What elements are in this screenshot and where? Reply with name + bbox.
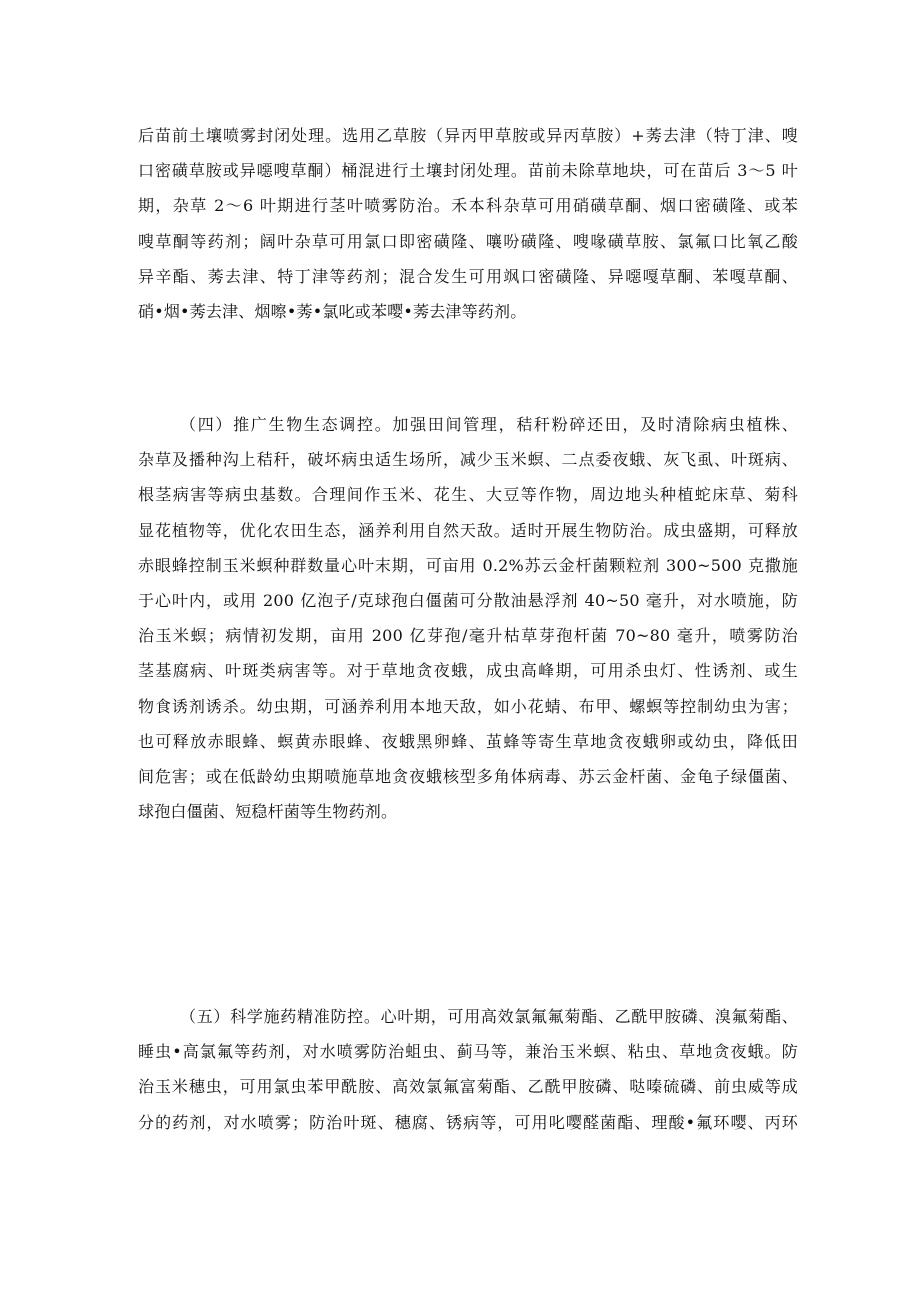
text-line: 根茎病害等病虫基数。合理间作玉米、花生、大豆等作物，周边地头种植蛇床草、菊科 (138, 485, 798, 505)
text-line: 物食诱剂诱杀。幼虫期，可涵养利用本地天敌，如小花蜻、布甲、螺螟等控制幼虫为害； (138, 696, 798, 716)
text-line: 硝•烟•莠去津、烟嚓•莠•氯叱或苯嘤•莠去津等药剂。 (138, 301, 527, 321)
text-line: 治玉米穗虫，可用氯虫苯甲酰胺、高效氯氟富菊酯、乙酰甲胺磷、哒嗪硫磷、前虫威等成 (138, 1077, 798, 1097)
text-line: 嗖草酮等药剂；阔叶杂草可用氯口即密磺隆、嚷吩磺隆、嗖喙磺草胺、氯氟口比氧乙酸 (138, 231, 798, 251)
text-line: 杂草及播种沟上秸秆，破坏病虫适生场所，减少玉米螟、二点委夜蛾、灰飞虱、叶斑病、 (138, 450, 798, 470)
text-line: 赤眼蜂控制玉米螟种群数量心叶末期，可亩用 0.2%苏云金杆菌颗粒剂 300~500 克撒施 (138, 555, 798, 575)
text-line: 后苗前土壤喷雾封闭处理。选用乙草胺（异丙甲草胺或异丙草胺）+莠去津（特丁津、嗖 (138, 126, 798, 145)
text-line: 异辛酯、莠去津、特丁津等药剂；混合发生可用飒口密磺隆、异噁嘎草酮、苯嘎草酮、 (138, 266, 798, 286)
text-line: 球孢白僵菌、短稳杆菌等生物药剂。 (138, 802, 398, 822)
text-line: 分的药剂，对水喷雾；防治叶斑、穗腐、锈病等，可用叱嘤醛菌酯、理酸•氟环嘤、丙环 (138, 1112, 798, 1132)
text-line: 显花植物等，优化农田生态，涵养利用自然天敌。适时开展生物防治。成虫盛期，可释放 (138, 520, 798, 540)
text-line: 于心叶内，或用 200 亿泡子/克球孢白僵菌可分散油悬浮剂 40~50 毫升，对水喷施，防 (138, 590, 798, 610)
text-line: 睡虫•高氯氟等药剂，对水喷雾防治蛆虫、蓟马等，兼治玉米螟、粘虫、草地贪夜蛾。防 (138, 1042, 798, 1062)
text-line: （四）推广生物生态调控。加强田间管理，秸秆粉碎还田，及时清除病虫植株、 (180, 415, 798, 434)
text-line: 茎基腐病、叶斑类病害等。对于草地贪夜蛾，成虫高峰期，可用杀虫灯、性诱剂、或生 (138, 661, 798, 681)
text-line: 期，杂草 2～6 叶期进行茎叶喷雾防治。禾本科杂草可用硝磺草酮、烟口密磺隆、或苯 (138, 196, 798, 216)
text-line: 口密磺草胺或异噁嗖草酮）桶混进行土壤封闭处理。苗前未除草地块，可在苗后 3～5 叶 (138, 161, 798, 181)
text-line: 也可释放赤眼蜂、螟黄赤眼蜂、夜蛾黑卵蜂、茧蜂等寄生草地贪夜蛾卵或幼虫，降低田 (138, 731, 798, 751)
paragraph-herbicide-treatment (138, 118, 798, 329)
text-line: （五）科学施药精准防控。心叶期，可用高效氯氟氟菊酯、乙酰甲胺磷、溴氟菊酯、 (180, 1007, 798, 1026)
text-line: 间危害；或在低龄幼虫期喷施草地贪夜蛾核型多角体病毒、苏云金杆菌、金龟子绿僵菌、 (138, 766, 798, 786)
paragraph-biological-control (138, 407, 798, 829)
text-line: 治玉米螟；病情初发期，亩用 200 亿芽孢/毫升枯草芽孢杆菌 70~80 毫升，喷雾防治 (138, 626, 798, 646)
paragraph-precise-pesticide (138, 999, 798, 1140)
